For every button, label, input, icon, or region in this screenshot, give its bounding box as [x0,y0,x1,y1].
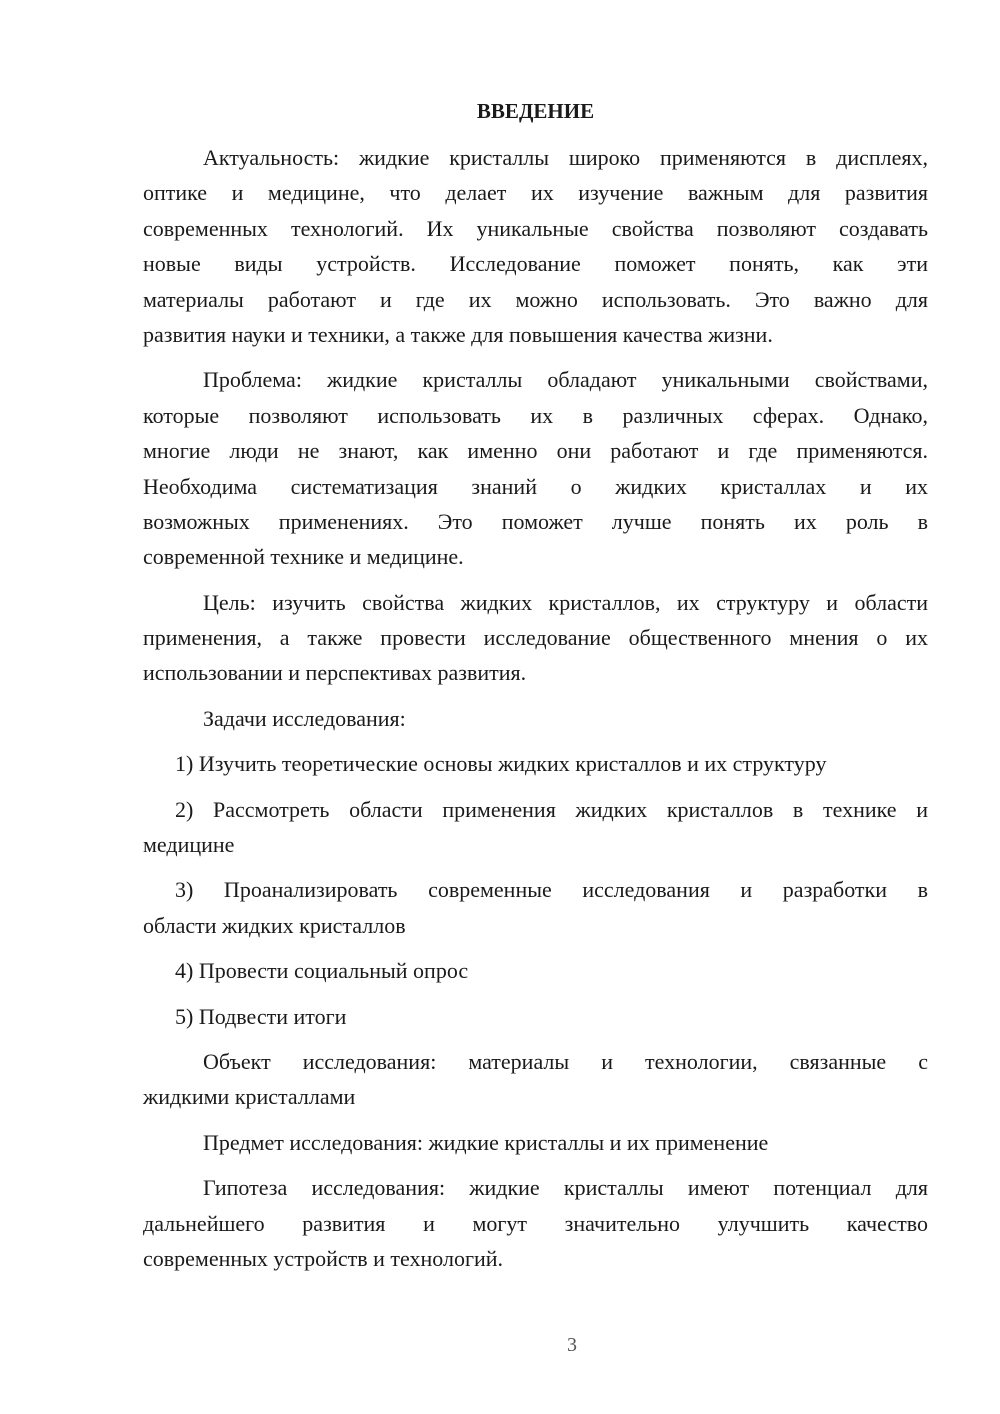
text-line: применения, а также провести исследование общественного мнения о их [143,625,928,651]
task-list-item [143,953,928,988]
paragraph [143,585,928,691]
text-line: современных устройств и технологий. [143,1245,504,1271]
text-line: 4) Провести социальный опрос [175,958,469,984]
text-line: Цель: изучить свойства жидких кристаллов, их структуру и области [203,589,928,615]
paragraph [143,1044,928,1115]
document-body [143,140,928,1276]
text-line: Задачи исследования: [203,705,406,731]
text-line: области жидких кристаллов [143,912,406,938]
text-line: Предмет исследования: жидкие кристаллы и их применение [203,1129,769,1155]
text-line: возможных применениях. Это поможет лучше понять их роль в [143,508,928,534]
text-line: оптике и медицине, что делает их изучение важным для развития [143,180,928,206]
paragraph [143,362,928,574]
text-line: современных технологий. Их уникальные свойства позволяют создавать [143,215,928,241]
task-list-item [143,792,928,863]
text-line: дальнейшего развития и могут значительно улучшить качество [143,1210,928,1236]
text-line: Актуальность: жидкие кристаллы широко применяются в дисплеях, [203,145,928,170]
text-line: Гипотеза исследования: жидкие кристаллы имеют потенциал для [203,1175,928,1201]
text-line: современной технике и медицине. [143,544,464,570]
text-line: 3) Проанализировать современные исследования и разработки в [175,877,928,903]
text-line: Объект исследования: материалы и технологии, связанные с [203,1048,928,1074]
text-line: медицине [143,832,235,858]
task-list-item [143,746,928,781]
text-line: жидкими кристаллами [143,1084,356,1110]
text-line: 1) Изучить теоретические основы жидких кристаллов и их структуру [175,751,827,777]
text-line: которые позволяют использовать их в различных сферах. Однако, [143,402,928,428]
section-title: ВВЕДЕНИЕ [476,99,595,123]
paragraph [143,1125,928,1160]
text-line: многие люди не знают, как именно они работают и где применяются. [143,438,928,464]
task-list-item [143,999,928,1034]
paragraph [143,140,928,352]
text-line: использовании и перспективах развития. [143,660,527,686]
task-list-item [143,872,928,943]
text-line: 2) Рассмотреть области применения жидких кристаллов в технике и [175,796,928,822]
text-line: материалы работают и где их можно использовать. Это важно для [143,286,928,312]
text-line: Необходима систематизация знаний о жидких кристаллах и их [143,473,928,499]
text-line: Проблема: жидкие кристаллы обладают уникальными свойствами, [203,367,928,393]
paragraph [143,701,928,736]
paragraph [143,1170,928,1276]
text-line: развития науки и техники, а также для повышения качества жизни. [143,321,773,347]
document-page [143,96,928,1286]
text-line: новые виды устройств. Исследование поможет понять, как эти [143,251,928,277]
page-number: 3 [567,1334,577,1356]
text-line: 5) Подвести итоги [175,1003,347,1029]
